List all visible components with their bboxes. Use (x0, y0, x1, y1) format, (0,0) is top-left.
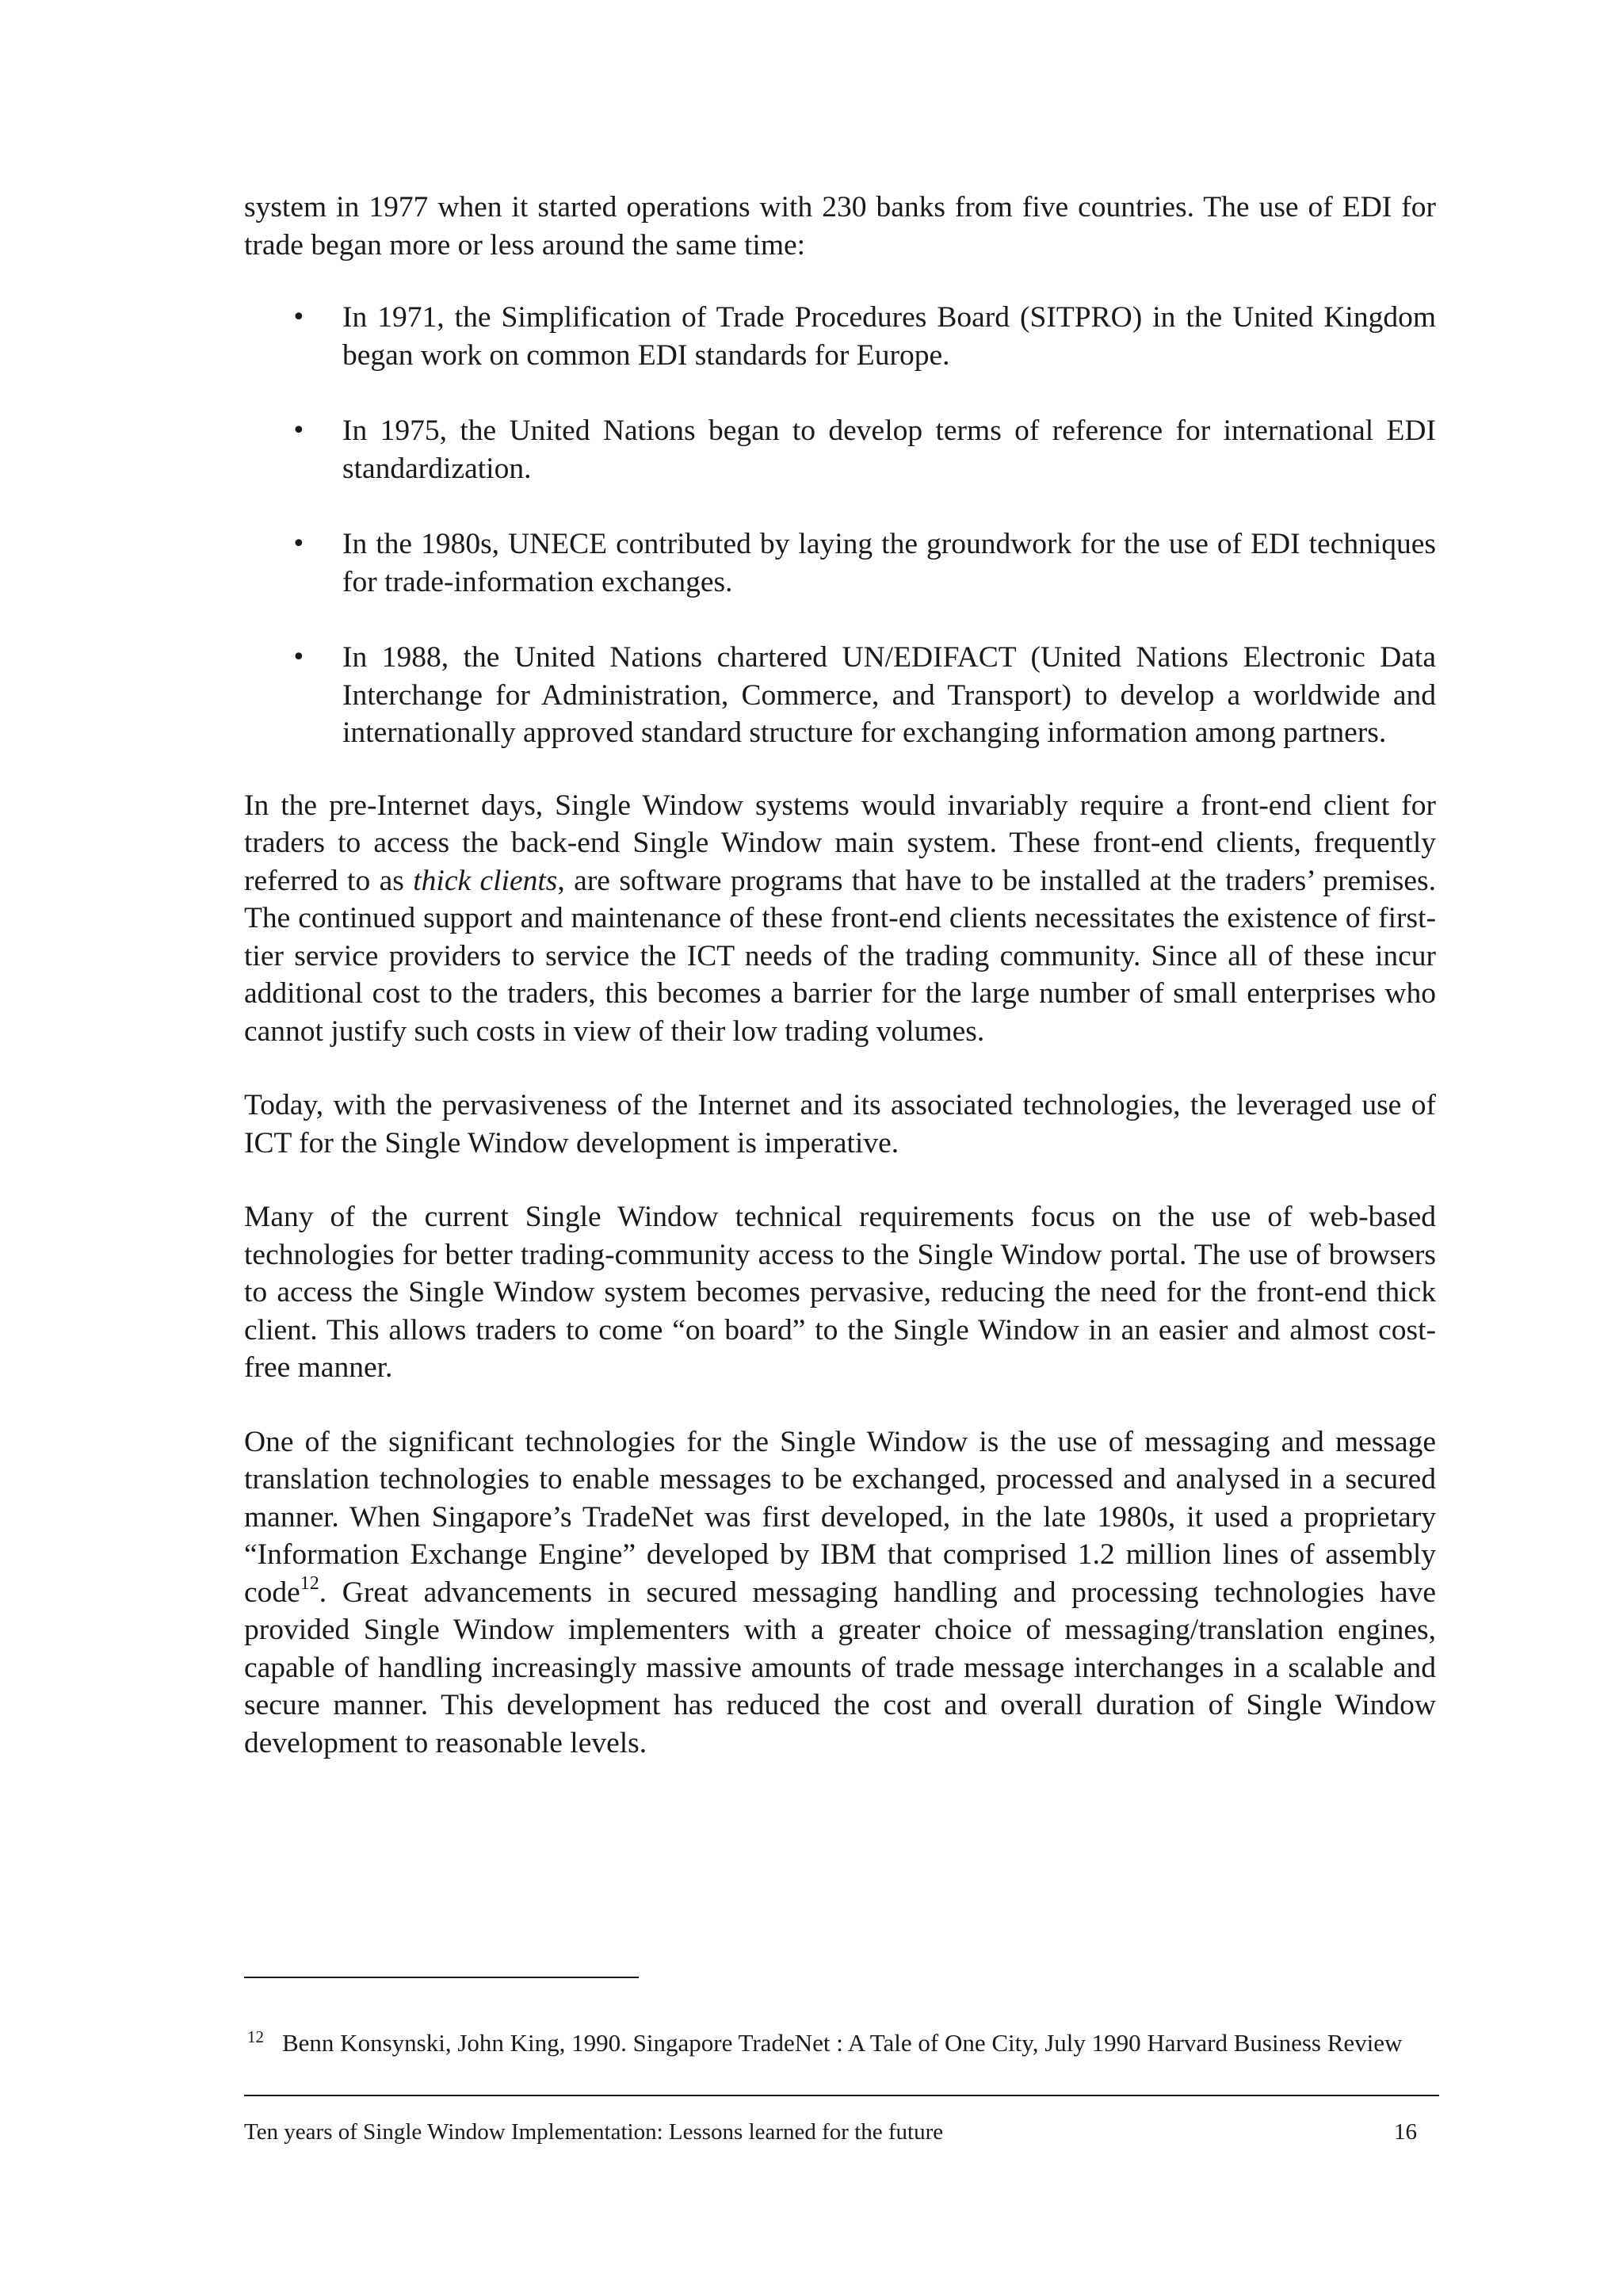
page-number: 16 (1394, 2119, 1417, 2145)
bullet-icon: • (292, 417, 306, 445)
paragraph-text: , are software programs that have to be installed at the traders’ premises. The continued support and maintenance of these front-end clients necessitates the existence of first-tier service providers to service the ICT needs of the trading community. Since all of these incur additional cost to the traders, this becomes a barrier for the large number of small enterprises who cannot justify such costs in view of their low trading volumes. (244, 864, 1436, 1048)
thick-clients-paragraph (244, 787, 1436, 1051)
footer-divider (244, 2095, 1439, 2096)
bullet-icon: • (292, 530, 306, 558)
paragraph-text: One of the significant technologies for the Single Window is the use of messaging and message translation technologies to enable messages to be exchanged, processed and analysed in a secured manner. When Singapore’s TradeNet was first developed, in the late 1980s, it used a proprietary “Information Exchange Engine” developed by IBM that comprised 1.2 million lines of assembly code (244, 1425, 1436, 1609)
footnote-reference[interactable]: 12 (300, 1572, 319, 1594)
list-item (244, 299, 1436, 374)
footnote-separator (244, 1977, 639, 1978)
page-footer (244, 2118, 1417, 2146)
paragraph-text: . Great advancements in secured messaging handling and processing technologies have provided Single Window implementers with a greater choice of messaging/translation engines, capable of handling increasingly massive amounts of trade message interchanges in a scalable and secure manner. This development has reduced the cost and overall duration of Single Window development to reasonable levels. (244, 1576, 1436, 1759)
web-based-paragraph: Many of the current Single Window technical requirements focus on the use of web-based technologies for better trading-community access to the Single Window portal. The use of browsers to access the Single Window system becomes pervasive, reducing the need for the front-end thick client. This allows traders to come “on board” to the Single Window in an easier and almost cost-free manner. (244, 1201, 1436, 1384)
edi-history-list (244, 299, 1436, 752)
footnote-text: Benn Konsynski, John King, 1990. Singapore TradeNet : A Tale of One City, July 1990 Harvard Business Review (282, 2029, 1403, 2057)
footer-title: Ten years of Single Window Implementation: Lessons learned for the future (244, 2119, 944, 2145)
list-item-text: In the 1980s, UNECE contributed by laying the groundwork for the use of EDI techniques for trade-information exchanges. (342, 528, 1436, 598)
list-item (244, 412, 1436, 487)
footnote-number: 12 (247, 2027, 264, 2046)
footnote (244, 2027, 1417, 2059)
emphasis-thick-clients: thick clients (413, 864, 558, 897)
messaging-paragraph (244, 1423, 1436, 1763)
list-item (244, 639, 1436, 752)
intro-paragraph: system in 1977 when it started operations with 230 banks from five countries. The use of EDI for trade began more or less around the same time: (244, 191, 1436, 262)
paragraph-text: In the pre-Internet days, Single Window systems would invariably require a front-end client for traders to access the back-end Single Window main system. These front-end clients, frequently referred to as (244, 789, 1436, 897)
list-item-text: In 1988, the United Nations chartered UN/EDIFACT (United Nations Electronic Data Interchange for Administration, Commerce, and Transport) to develop a worldwide and internationally approved standard structure for exchanging information among partners. (342, 641, 1436, 749)
list-item-text: In 1975, the United Nations began to develop terms of reference for international EDI standardization. (342, 415, 1436, 485)
bullet-icon: • (292, 644, 306, 671)
list-item-text: In 1971, the Simplification of Trade Procedures Board (SITPRO) in the United Kingdom began work on common EDI standards for Europe. (342, 301, 1436, 372)
internet-paragraph: Today, with the pervasiveness of the Internet and its associated technologies, the leveraged use of ICT for the Single Window development is imperative. (244, 1089, 1436, 1159)
list-item (244, 525, 1436, 601)
bullet-icon: • (292, 304, 306, 331)
page-body (244, 189, 1436, 1798)
